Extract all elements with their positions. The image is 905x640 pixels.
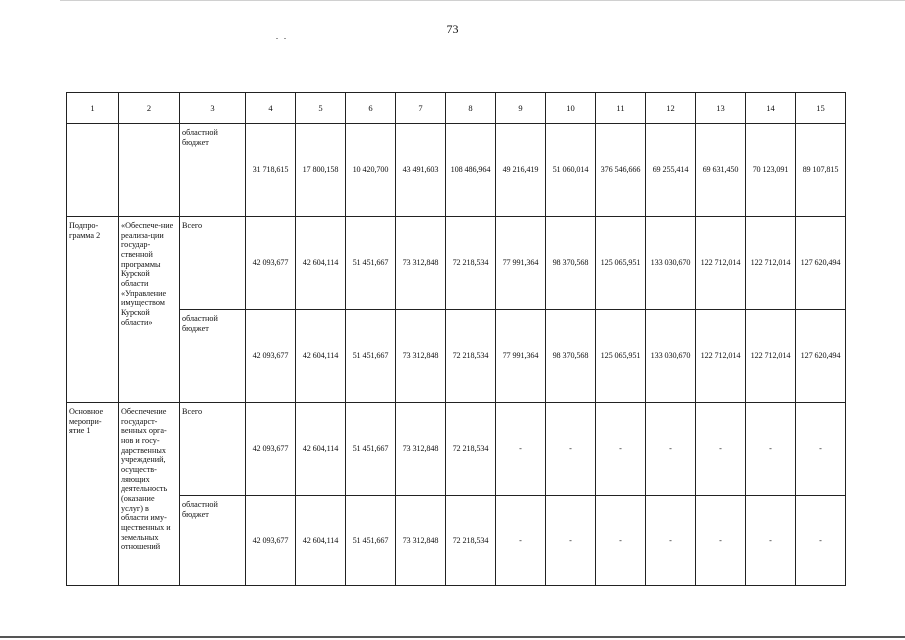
value-cell: 89 107,815 bbox=[796, 124, 846, 217]
column-header: 13 bbox=[696, 93, 746, 124]
value-cell: - bbox=[596, 403, 646, 496]
table-row bbox=[67, 496, 846, 586]
program-cell bbox=[67, 124, 119, 217]
funding-source-cell: областной бюджет bbox=[180, 496, 246, 586]
value-cell: 69 255,414 bbox=[646, 124, 696, 217]
program-cell: Подпро-грамма 2 bbox=[67, 217, 119, 403]
value-cell: 73 312,848 bbox=[396, 403, 446, 496]
value-cell: 42 093,677 bbox=[246, 310, 296, 403]
value-cell: - bbox=[796, 403, 846, 496]
scan-speck bbox=[284, 38, 286, 39]
description-cell bbox=[119, 124, 180, 217]
value-cell: - bbox=[746, 403, 796, 496]
value-cell: 133 030,670 bbox=[646, 310, 696, 403]
value-cell: 31 718,615 bbox=[246, 124, 296, 217]
scan-speck bbox=[276, 38, 278, 39]
value-cell: 73 312,848 bbox=[396, 496, 446, 586]
value-cell: 77 991,364 bbox=[496, 310, 546, 403]
value-cell: 70 123,091 bbox=[746, 124, 796, 217]
value-cell: 51 451,667 bbox=[346, 310, 396, 403]
value-cell: 127 620,494 bbox=[796, 217, 846, 310]
value-cell: 122 712,014 bbox=[696, 217, 746, 310]
value-cell: 73 312,848 bbox=[396, 310, 446, 403]
column-header: 12 bbox=[646, 93, 696, 124]
value-cell: 43 491,603 bbox=[396, 124, 446, 217]
value-cell: 133 030,670 bbox=[646, 217, 696, 310]
value-cell: 42 604,114 bbox=[296, 496, 346, 586]
value-cell: 17 800,158 bbox=[296, 124, 346, 217]
value-cell: 51 451,667 bbox=[346, 496, 396, 586]
funding-source-cell: областной бюджет bbox=[180, 124, 246, 217]
value-cell: 72 218,534 bbox=[446, 217, 496, 310]
value-cell: - bbox=[496, 496, 546, 586]
table-row bbox=[67, 403, 846, 496]
value-cell: 122 712,014 bbox=[746, 217, 796, 310]
value-cell: 42 093,677 bbox=[246, 403, 296, 496]
value-cell: 73 312,848 bbox=[396, 217, 446, 310]
description-cell: «Обеспече-ние реализа-ции государ-ственной программы Курской области «Управление имуществом Курской области» bbox=[119, 217, 180, 403]
page-number: 73 bbox=[446, 22, 459, 36]
value-cell: - bbox=[696, 496, 746, 586]
column-header: 9 bbox=[496, 93, 546, 124]
value-cell: - bbox=[646, 403, 696, 496]
value-cell: 42 604,114 bbox=[296, 403, 346, 496]
column-header: 14 bbox=[746, 93, 796, 124]
value-cell: 72 218,534 bbox=[446, 496, 496, 586]
column-header: 4 bbox=[246, 93, 296, 124]
value-cell: - bbox=[546, 496, 596, 586]
program-cell: Основное меропри-ятие 1 bbox=[67, 403, 119, 586]
value-cell: 10 420,700 bbox=[346, 124, 396, 217]
column-header: 7 bbox=[396, 93, 446, 124]
value-cell: 42 604,114 bbox=[296, 310, 346, 403]
value-cell: - bbox=[546, 403, 596, 496]
value-cell: 122 712,014 bbox=[696, 310, 746, 403]
value-cell: 69 631,450 bbox=[696, 124, 746, 217]
value-cell: 98 370,568 bbox=[546, 310, 596, 403]
funding-source-cell: Всего bbox=[180, 217, 246, 310]
table-row bbox=[67, 217, 846, 310]
scan-top-edge bbox=[60, 0, 905, 1]
value-cell: - bbox=[696, 403, 746, 496]
value-cell: 49 216,419 bbox=[496, 124, 546, 217]
value-cell: - bbox=[796, 496, 846, 586]
value-cell: 98 370,568 bbox=[546, 217, 596, 310]
funding-source-cell: Всего bbox=[180, 403, 246, 496]
value-cell: 51 060,014 bbox=[546, 124, 596, 217]
value-cell: 42 604,114 bbox=[296, 217, 346, 310]
column-header: 5 bbox=[296, 93, 346, 124]
value-cell: - bbox=[646, 496, 696, 586]
column-header: 1 bbox=[67, 93, 119, 124]
value-cell: 125 065,951 bbox=[596, 310, 646, 403]
scan-bottom-edge bbox=[0, 636, 905, 638]
column-number-row bbox=[67, 93, 846, 124]
value-cell: 72 218,534 bbox=[446, 403, 496, 496]
column-header: 8 bbox=[446, 93, 496, 124]
table-row bbox=[67, 124, 846, 217]
value-cell: 42 093,677 bbox=[246, 217, 296, 310]
value-cell: 127 620,494 bbox=[796, 310, 846, 403]
value-cell: 77 991,364 bbox=[496, 217, 546, 310]
value-cell: 51 451,667 bbox=[346, 403, 396, 496]
column-header: 11 bbox=[596, 93, 646, 124]
value-cell: 122 712,014 bbox=[746, 310, 796, 403]
value-cell: 125 065,951 bbox=[596, 217, 646, 310]
column-header: 10 bbox=[546, 93, 596, 124]
value-cell: 72 218,534 bbox=[446, 310, 496, 403]
column-header: 2 bbox=[119, 93, 180, 124]
table-row bbox=[67, 310, 846, 403]
value-cell: - bbox=[596, 496, 646, 586]
budget-table bbox=[66, 92, 846, 586]
funding-source-cell: областной бюджет bbox=[180, 310, 246, 403]
column-header: 3 bbox=[180, 93, 246, 124]
value-cell: 51 451,667 bbox=[346, 217, 396, 310]
value-cell: - bbox=[496, 403, 546, 496]
column-header: 6 bbox=[346, 93, 396, 124]
value-cell: 376 546,666 bbox=[596, 124, 646, 217]
column-header: 15 bbox=[796, 93, 846, 124]
value-cell: 42 093,677 bbox=[246, 496, 296, 586]
value-cell: 108 486,964 bbox=[446, 124, 496, 217]
description-cell: Обеспечение государст-венных орга-нов и госу-дарственных учреждений, осуществ-ляющих деятельность (оказание услуг) в области иму-щественных и земельных отношений bbox=[119, 403, 180, 586]
value-cell: - bbox=[746, 496, 796, 586]
